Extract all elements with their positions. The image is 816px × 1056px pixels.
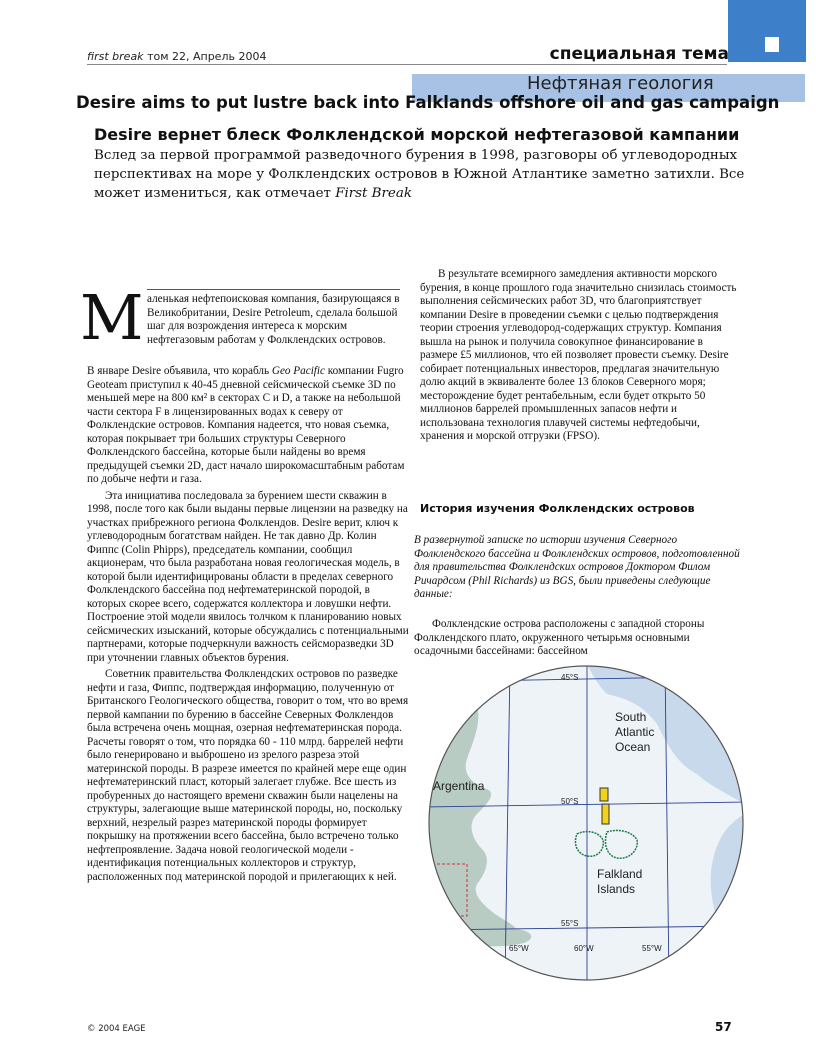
country-label: Argentina	[433, 779, 485, 793]
paragraph-2: Эта инициатива последовала за бурением шести скважин в 1998, после того как были выданы первые лицензии на разведку на участках прибрежного региона Фолклендов. Desire верит, ключ к углеводородным богатствам найден. Не так давно Др. Колин Фиппс (Colin Phipps), председатель компании, сообщил акционерам, что была разработана новая геологическая модель, в которой были идентифицированы области в пределах северного Фолклендского бассейна под нефтематеринской породой, в которых скорее всего, содержатся коллектора и ловушки нефти. Построение этой модели явилось толчком к планированию новых сейсмических изысканий, которые обсуждались с потенциальными партнерами, которые подчеркнули важность сейсморазведки 3D при уточнении главных объектов бурения.	[87, 489, 409, 664]
right-column-bottom	[414, 618, 742, 659]
english-title: Desire aims to put lustre back into Falklands offshore oil and gas campaign	[76, 93, 780, 112]
ocean-label-1: South	[615, 710, 647, 724]
falklands-map	[427, 664, 745, 982]
subtitle-text: Вслед за первой программой разведочного бурения в 1998, разговоры об углеводородных перспективах на море у Фолклендских островов в Южной Атлантике заметно затихли. Все может измениться, как отмечает	[94, 148, 745, 201]
section-label: специальная тема	[549, 44, 729, 64]
license-block-1	[600, 788, 608, 801]
paragraph-4: В результате всемирного замедления активности морского бурения, в конце прошлого года значительно снизилась стоимость выполнения сейсмических работ 3D, что благоприятствует компании Desire в проведении съемки с целью подтверждения теории строения углеводород-содержащих структур. Компания вышла на рынок и получила совокупное финансирование в размере £5 миллионов, что ей позволяет провести съемку. Desire собирает потенциальных инвесторов, предлагая значительную долю акций в эквиваленте более 13 блоков Северного моря; месторождение будет рентабельным, если будет открыто 50 миллионов баррелей промышленных запасов нефти и использована технология плавучей системы нефтедобычи, хранения и морской отгрузки (FPSO).	[420, 268, 737, 442]
islands-label-1: Falkland	[597, 867, 643, 881]
copyright: © 2004 EAGE	[87, 1024, 146, 1034]
italic-note: В развернутой записке по истории изучения Северного Фолклендского бассейна и Фолклендских островов, подготовленной для правительства Фолклендских островов Доктором Филом Ричардсом (Phil Richards) из BGS, были приведены следующие данные:	[414, 534, 740, 600]
ocean-label-3: Ocean	[615, 740, 651, 754]
paragraph-3: Советник правительства Фолклендских островов по разведке нефти и газа, Фиппс, подтверждая информацию, полученную от Британского Геологического общества, говорит о том, что во время первой кампании по бурению в бассейне Северных Фолклендов была встречена очень мощная, озерная нефтематеринская порода. Расчеты говорят о том, что порядка 60 - 110 млрд. баррелей нефти было генерировано и выброшено из зрелого разреза этой материнской породы. В разрезе имеется по крайней мере еще один нефтематеринский пласт, который залегает глубже. Все шесть из пробуренных до настоящего времени скважин были нацелены на структуры, залегающие выше материнской породы, но, поскольку верхний, незрелый разрез материнской породы формирует покрышку на протяжении всего бассейна, было встречено только нефтепроявление. Задача новой геологической модели - идентификация потенциальных коллекторов и структур, расположенных под материнской породой и прилегающих к ней.	[87, 668, 409, 883]
lat-label-55: 55°S	[561, 919, 579, 928]
lat-label-50: 50°S	[561, 797, 579, 806]
paragraph-5: Фолклендские острова расположены с западной стороны Фолклендского плато, окруженного четырьмя основными осадочными бассейнами: бассейном	[414, 618, 705, 657]
topic-label: Нефтяная геология	[527, 73, 714, 94]
russian-title: Desire вернет блеск Фолклендской морской нефтегазовой кампании	[94, 125, 740, 144]
lon-label-55: 55°W	[642, 944, 662, 953]
article-subtitle	[94, 146, 774, 203]
drop-cap: М	[80, 281, 144, 354]
section-heading: История изучения Фолклендских островов	[420, 502, 695, 515]
subtitle-source: First Break	[335, 186, 412, 201]
license-block-2	[602, 804, 609, 824]
issue-info: том 22, Апрель 2004	[147, 50, 267, 63]
page-number: 57	[715, 1020, 732, 1034]
right-column-top	[420, 268, 742, 444]
ship-name: Geo Pacific	[271, 365, 325, 377]
ocean-label-2: Atlantic	[615, 725, 655, 739]
dropcap-rule	[147, 289, 400, 290]
islands-label-2: Islands	[597, 882, 636, 896]
journal-issue	[87, 50, 266, 63]
lat-label-45: 45°S	[561, 673, 579, 682]
left-column	[87, 365, 409, 884]
lead-paragraph: аленькая нефтепоисковая компания, базирующаяся в Великобритании, Desire Petroleum, сделала большой шаг для возрождения интереса к морским нефтегазовым работам у Фолклендских островов.	[147, 293, 400, 346]
header-corner-block	[728, 0, 806, 62]
paragraph-1: В январе Desire объявила, что корабль Geo Pacific компании Fugro Geoteam приступил к 40-45 дневной сейсмической съемке 3D по меньшей мере на 800 км² в секторах C и D, а также на небольшой части сектора F в лицензированных водах к северу от Фолклендские островов. Компания надеется, что новая съемка, которая покрывает три больших структуры Северного Фолклендского бассейна, которые были найдены во время предыдущей съемки 2D, даст начало широкомасштабным работам по добыче нефти и газа.	[87, 365, 405, 485]
journal-name: first break	[87, 50, 144, 63]
header-rule	[87, 64, 727, 65]
lon-label-65: 65°W	[509, 944, 529, 953]
lon-label-60: 60°W	[574, 944, 594, 953]
header-corner-square	[765, 37, 779, 52]
